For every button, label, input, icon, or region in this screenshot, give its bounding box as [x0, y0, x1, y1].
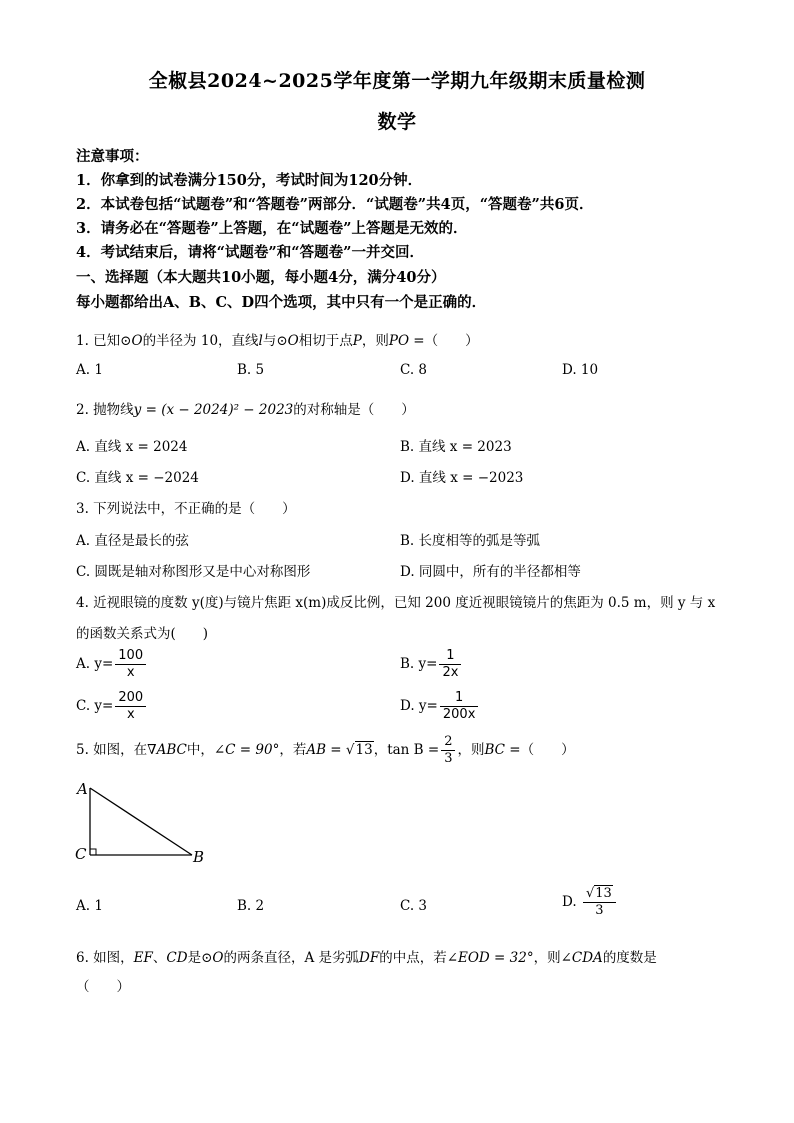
q2-option-c[interactable]: C. 直线 x = −2024	[76, 470, 199, 486]
notice-item-1: 1．你拿到的试卷满分150分，考试时间为120分钟．	[76, 172, 423, 189]
triangle-figure	[70, 778, 220, 868]
vertex-label-b: B	[193, 848, 205, 866]
q4-option-a[interactable]: A. y= $\frac{100}{x}$	[76, 648, 148, 681]
fraction: $\frac{200}{x}$	[115, 690, 146, 723]
q1-option-b[interactable]: B. 5	[237, 362, 265, 378]
question-4-stem-line2: 的函数关系式为( )	[76, 626, 209, 642]
question-6-stem: 6. 如图，EF、CD是⊙O的两条直径，A 是劣弧DF的中点，若∠EOD = 32°，则∠CDA的度数是	[76, 950, 657, 966]
q1-option-c[interactable]: C. 8	[400, 362, 428, 378]
right-angle-mark	[90, 849, 96, 855]
q4-option-c[interactable]: C. y= $\frac{200}{x}$	[76, 690, 148, 723]
q3-option-c[interactable]: C. 圆既是轴对称图形又是中心对称图形	[76, 564, 311, 580]
notice-heading: 注意事项：	[76, 148, 149, 165]
q4-option-b[interactable]: B. y= $\frac{1}{2x}$	[400, 648, 463, 681]
section-title: 一、选择题（本大题共10小题，每小题4分，满分40分）	[76, 269, 446, 286]
notice-item-3: 3．请务必在“答题卷”上答题，在“试题卷”上答题是无效的．	[76, 220, 468, 237]
q5-option-d[interactable]: D. $\frac{√13}{3}$	[562, 886, 618, 919]
question-6-stem-line2: （ ）	[76, 979, 130, 995]
question-1-stem: 1. 已知⊙O的半径为 10，直线l与⊙O相切于点P，则PO =（ ）	[76, 333, 479, 349]
section-instruction: 每小题都给出A、B、C、D四个选项，其中只有一个是正确的．	[76, 294, 487, 311]
fraction: $\frac{√13}{3}$	[583, 886, 616, 919]
question-2-stem: 2. 抛物线y = (x − 2024)² − 2023的对称轴是（ ）	[76, 402, 415, 418]
q5-option-c[interactable]: C. 3	[400, 898, 428, 914]
question-5-stem: 5. 如图，在∇ABC中，∠C = 90°，若AB = √13，tan B = $\frac{2}{3}$ ，则BC =（ ）	[76, 734, 575, 766]
q4-option-d[interactable]: D. y= $\frac{1}{200x}$	[400, 690, 480, 723]
subject-title: 数学	[377, 111, 417, 133]
side-ab	[90, 788, 192, 855]
vertex-label-a: A	[77, 780, 88, 798]
q2-option-a[interactable]: A. 直线 x = 2024	[76, 439, 188, 455]
q1-option-d[interactable]: D. 10	[562, 362, 599, 378]
notice-item-2: 2．本试卷包括“试题卷”和“答题卷”两部分．“试题卷”共4页，“答题卷”共6页．	[76, 196, 594, 213]
q3-option-d[interactable]: D. 同圆中，所有的半径都相等	[400, 564, 581, 580]
exam-title: 全椒县2024~2025学年度第一学期九年级期末质量检测	[148, 70, 646, 92]
fraction: $\frac{1}{2x}$	[439, 648, 461, 681]
q3-option-a[interactable]: A. 直径是最长的弦	[76, 533, 189, 549]
q2-option-d[interactable]: D. 直线 x = −2023	[400, 470, 524, 486]
q5-option-b[interactable]: B. 2	[237, 898, 265, 914]
fraction: $\frac{1}{200x}$	[440, 690, 479, 723]
q3-option-b[interactable]: B. 长度相等的弧是等弧	[400, 533, 541, 549]
fraction: $\frac{2}{3}$	[441, 734, 455, 767]
notice-item-4: 4．考试结束后，请将“试题卷”和“答题卷”一并交回．	[76, 244, 424, 261]
q5-option-a[interactable]: A. 1	[76, 898, 103, 914]
q1-option-a[interactable]: A. 1	[76, 362, 103, 378]
vertex-label-c: C	[75, 845, 87, 863]
question-3-stem: 3. 下列说法中，不正确的是（ ）	[76, 501, 296, 517]
question-4-stem-line1: 4. 近视眼镜的度数 y(度)与镜片焦距 x(m)成反比例，已知 200 度近视眼镜镜片的焦距为 0.5 m，则 y 与 x	[76, 595, 716, 611]
q2-option-b[interactable]: B. 直线 x = 2023	[400, 439, 512, 455]
fraction: $\frac{100}{x}$	[115, 648, 146, 681]
